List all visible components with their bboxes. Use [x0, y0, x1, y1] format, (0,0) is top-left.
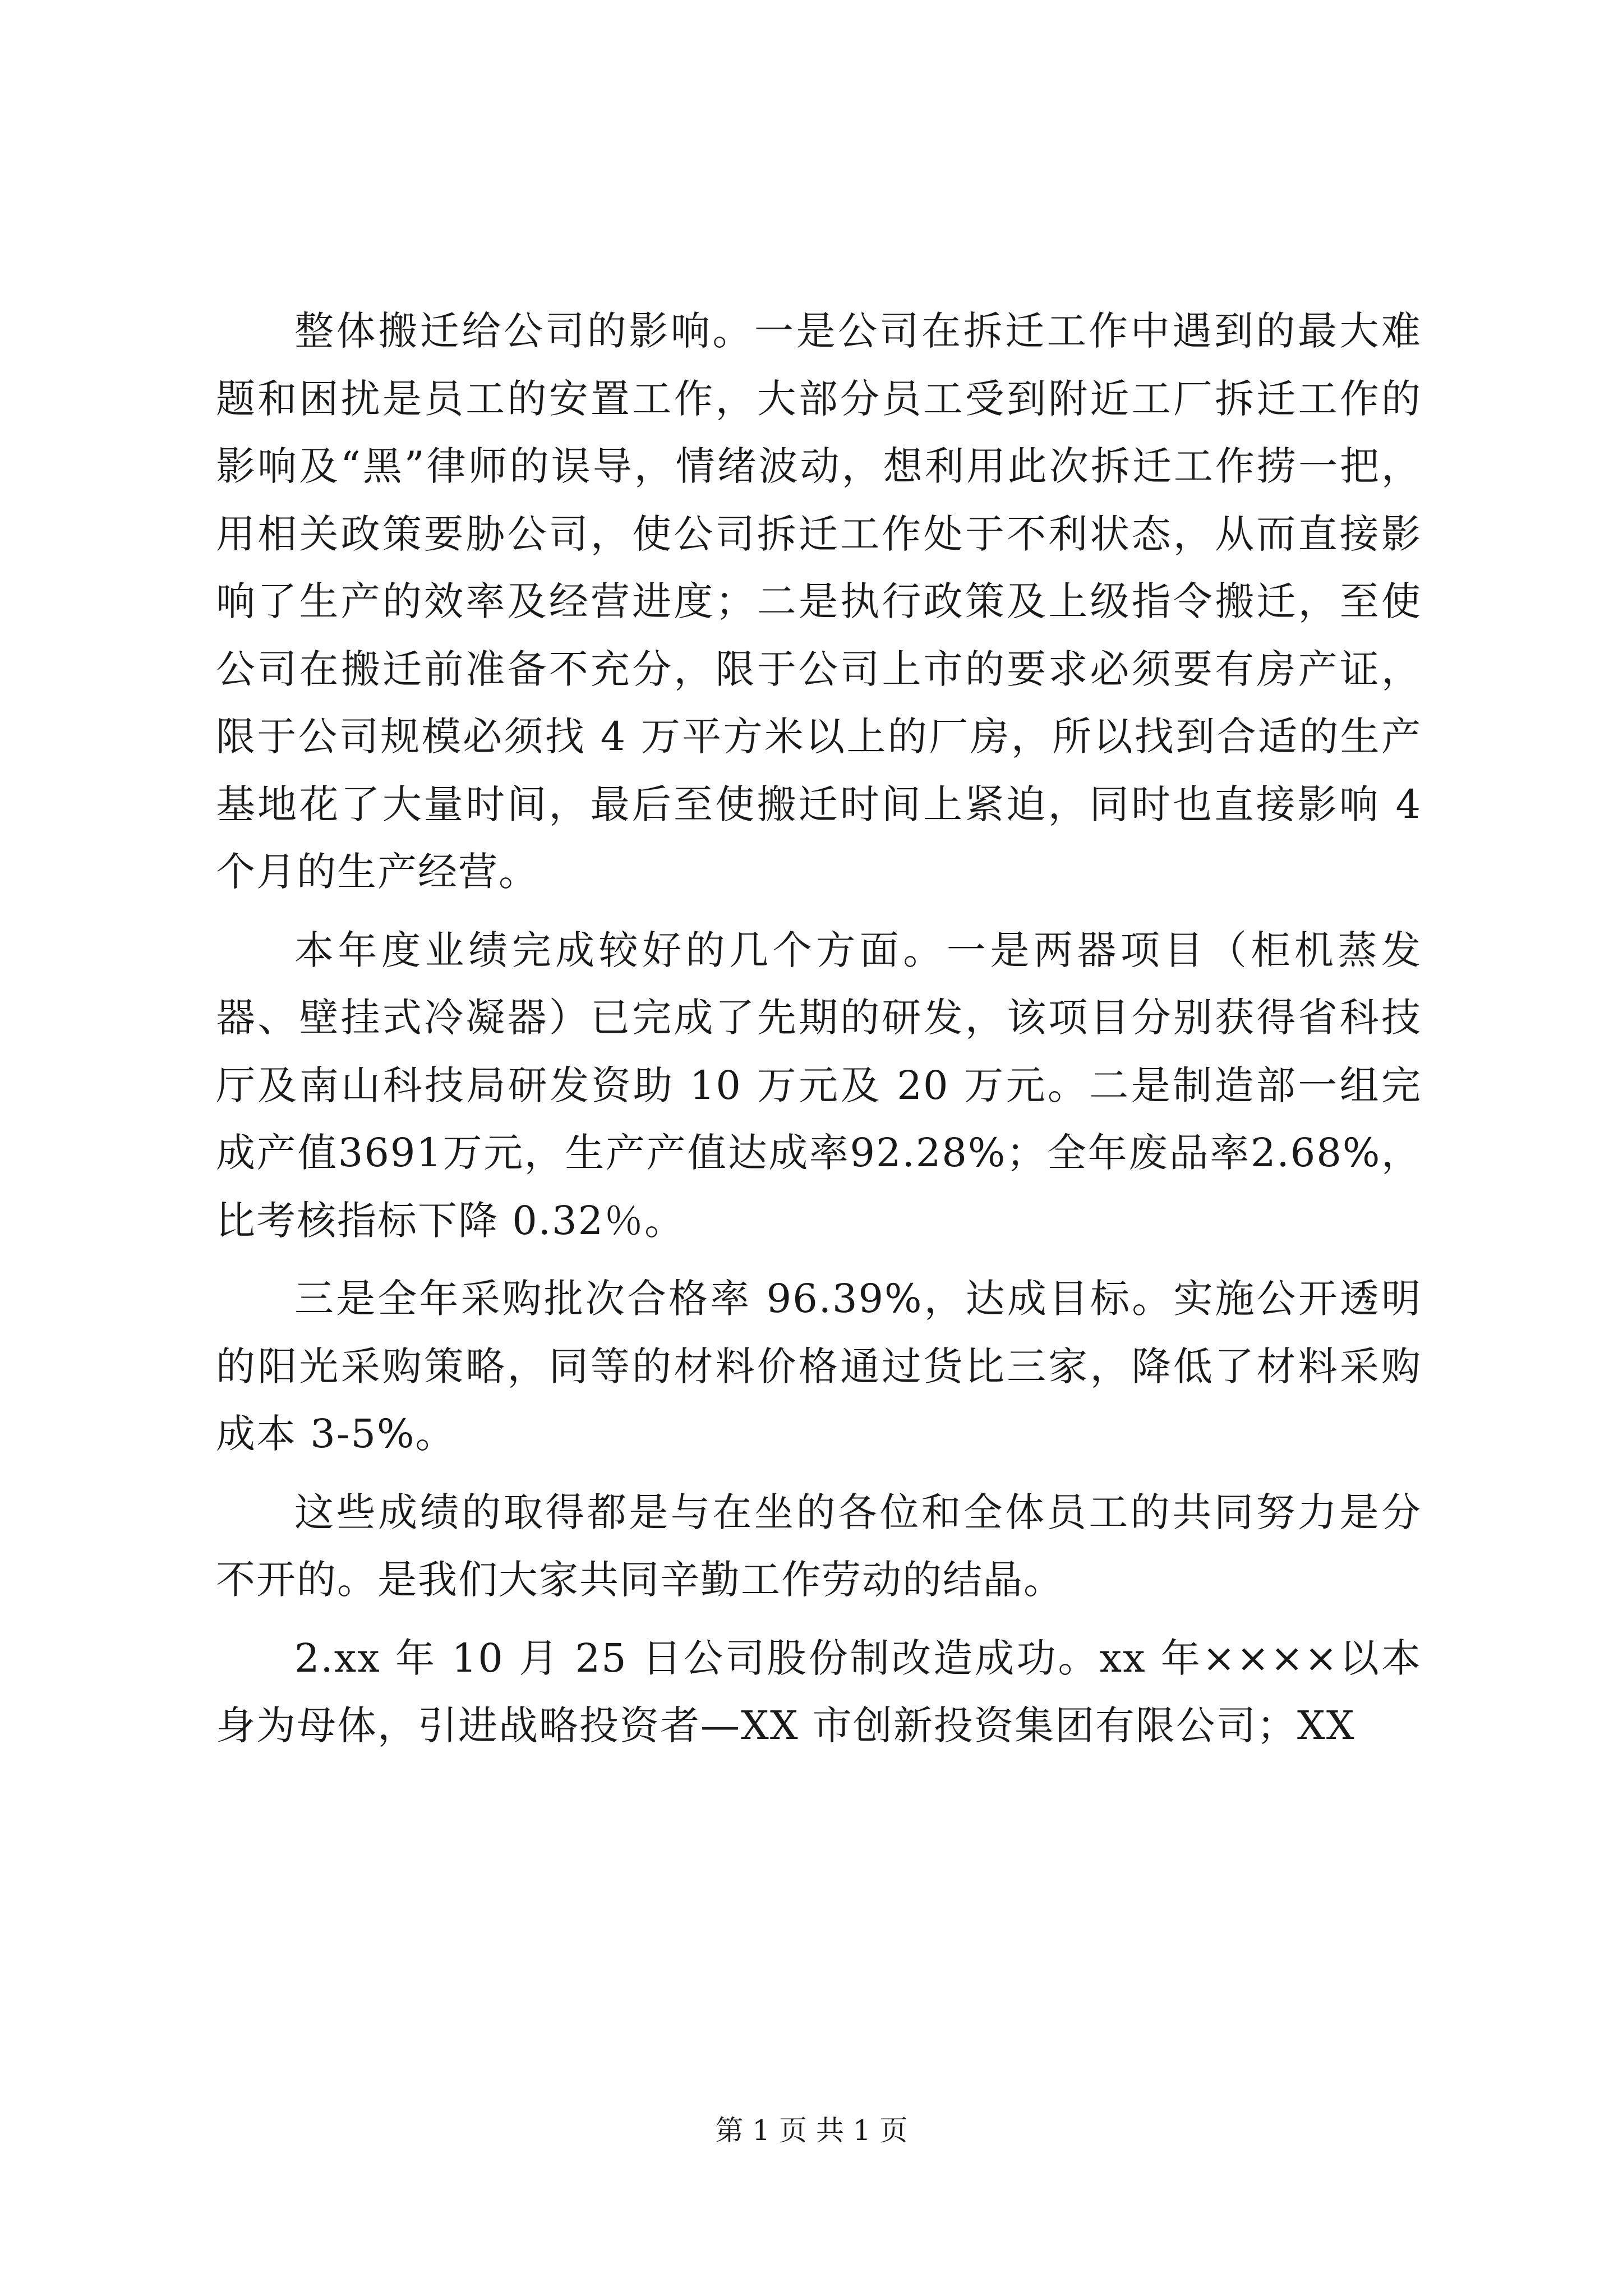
- paragraph-share-reform: 2.xx 年 10 月 25 日公司股份制改造成功。xx 年××××以本身为母体，引进战略投资者—XX 市创新投资集团有限公司；XX: [216, 1635, 1422, 1749]
- paragraph-procurement: 三是全年采购批次合格率 96.39%，达成目标。实施公开透明的阳光采购策略，同等的材料价格通过货比三家，降低了材料采购成本 3-5%。: [216, 1276, 1422, 1457]
- paragraph-relocation-impact: 整体搬迁给公司的影响。一是公司在拆迁工作中遇到的最大难题和困扰是员工的安置工作，大部分员工受到附近工厂拆迁工作的影响及“黑”律师的误导，情绪波动，想利用此次拆迁工作捞一把，用相关政策要胁公司，使公司拆迁工作处于不利状态，从而直接影响了生产的效率及经营进度；二是执行政策及上级指令搬迁，至使公司在搬迁前准备不充分，限于公司上市的要求必须要有房产证，限于公司规模必须找 4 万平方米以上的厂房，所以找到合适的生产基地花了大量时间，最后至使搬迁时间上紧迫，同时也直接影响 4 个月的生产经营。: [216, 308, 1422, 895]
- paragraph-acknowledgement: 这些成绩的取得都是与在坐的各位和全体员工的共同努力是分不开的。是我们大家共同辛勤工作劳动的结晶。: [216, 1489, 1422, 1603]
- document-body: [216, 297, 1422, 1770]
- paragraph-annual-performance: 本年度业绩完成较好的几个方面。一是两器项目（柜机蒸发器、壁挂式冷凝器）已完成了先期的研发，该项目分别获得省科技厅及南山科技局研发资助 10 万元及 20 万元。二是制造部一组完成产值3691万元，生产产值达成率92.28%；全年废品率2.68%，比考核指标下降 0.32％。: [216, 927, 1422, 1244]
- page-footer: 第 1 页 共 1 页: [715, 2114, 908, 2147]
